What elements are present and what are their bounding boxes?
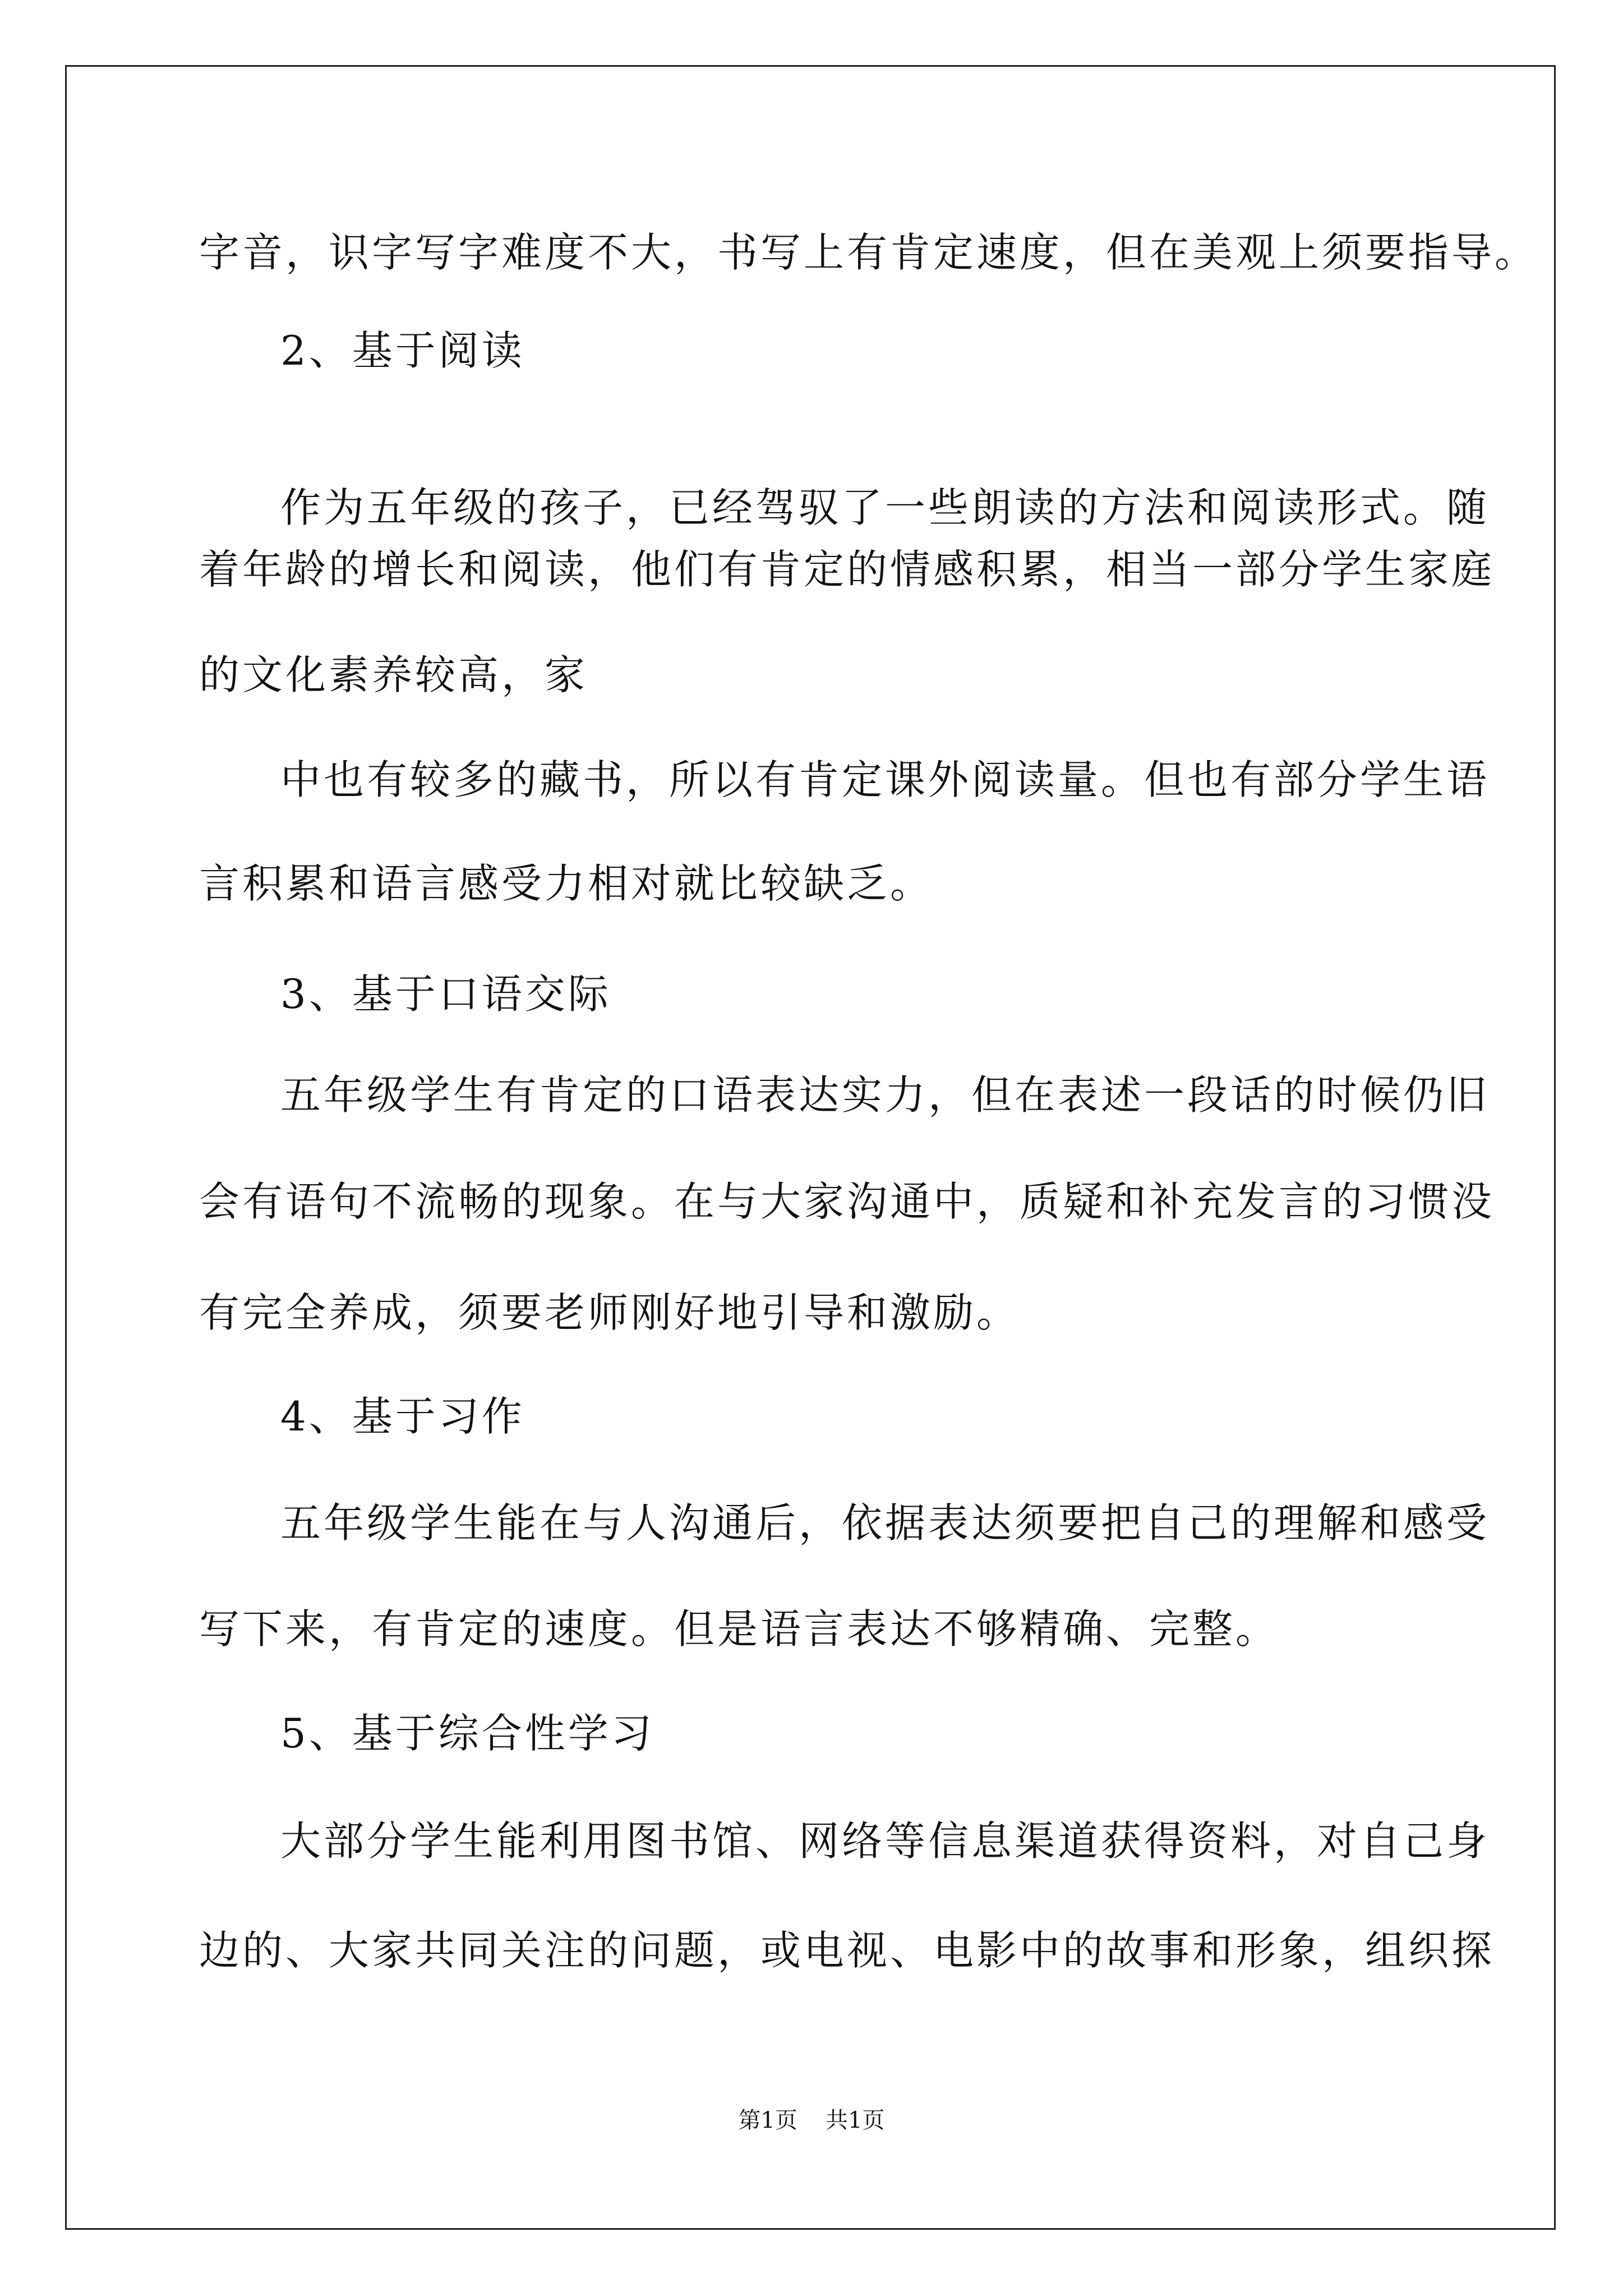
section-heading: 4、基于习作 (280, 1393, 525, 1440)
text-line: 中也有较多的藏书，所以有肯定课外阅读量。但也有部分学生语 (280, 756, 1490, 803)
page-total: 共1页 (826, 2108, 885, 2133)
text-line: 字音，识字写字难度不大，书写上有肯定速度，但在美观上须要指导。 (199, 229, 1538, 276)
text-line: 作为五年级的孩子，已经驾驭了一些朗读的方法和阅读形式。随 (280, 484, 1490, 531)
text-line: 大部分学生能利用图书馆、网络等信息渠道获得资料，对自己身 (280, 1818, 1490, 1865)
page-footer (0, 2104, 1623, 2137)
text-line: 有完全养成，须要老师刚好地引导和激励。 (199, 1289, 1020, 1336)
text-line: 言积累和语言感受力相对就比较缺乏。 (199, 860, 934, 907)
page-number: 第1页 (738, 2108, 797, 2133)
text-line: 会有语句不流畅的现象。在与大家沟通中，质疑和补充发言的习惯没 (199, 1178, 1495, 1225)
text-line: 写下来，有肯定的速度。但是语言表达不够精确、完整。 (199, 1605, 1279, 1653)
section-heading: 2、基于阅读 (280, 327, 525, 374)
section-heading: 5、基于综合性学习 (280, 1710, 654, 1757)
text-line: 的文化素养较高，家 (199, 651, 588, 698)
text-line: 五年级学生有肯定的口语表达实力，但在表述一段话的时候仍旧 (280, 1071, 1490, 1119)
text-line: 五年级学生能在与人沟通后，依据表达须要把自己的理解和感受 (280, 1499, 1490, 1547)
page-border (65, 65, 1556, 2230)
text-line: 边的、大家共同关注的问题，或电视、电影中的故事和形象，组织探 (199, 1927, 1495, 1974)
section-heading: 3、基于口语交际 (280, 970, 611, 1018)
text-line: 着年龄的增长和阅读，他们有肯定的情感积累，相当一部分学生家庭 (199, 546, 1495, 593)
